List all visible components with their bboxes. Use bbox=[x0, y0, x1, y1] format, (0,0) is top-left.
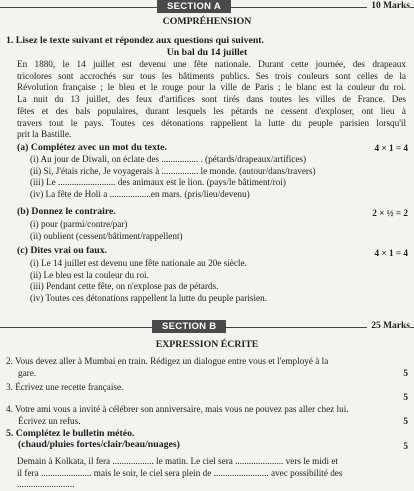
question-5 bbox=[6, 428, 180, 450]
question-4-mark: 5 bbox=[403, 416, 408, 426]
list-item: (iii) Pendant cette fête, on n'explose pas de pétards. bbox=[30, 281, 219, 292]
question-1: 1. Lisez le texte suivant et répondez aux questions qui suivent. bbox=[6, 35, 264, 46]
part-a-marks: 4 × 1 = 4 bbox=[374, 143, 408, 153]
list-item: (iv) Toutes ces détonations rappellent la lutte du peuple parisien. bbox=[30, 293, 267, 304]
part-c-marks: 4 × 1 = 4 bbox=[374, 248, 408, 258]
section-b-title: EXPRESSION ÉCRITE bbox=[155, 339, 259, 350]
list-item: (i) pour (parmi/contre/par) bbox=[30, 219, 128, 229]
passage-line: En 1880, le 14 juillet est devenu une fête nationale. Durant cette journée, des drapeaux bbox=[17, 59, 406, 69]
section-b-header bbox=[0, 320, 414, 334]
list-item: (iv) La fête de Holi a ..................en mars. (pris/lieu/devenu) bbox=[30, 189, 250, 200]
section-a-header bbox=[0, 0, 414, 14]
passage-line: tricolores sont accrochés sur tous les bâtiments publics. Ses trois couleurs sont celles de la bbox=[17, 70, 406, 81]
section-b-marks: 25 Marks bbox=[367, 320, 410, 332]
question-5-line: (chaud/pluies fortes/clair/beau/nuages) bbox=[18, 439, 180, 450]
section-b-badge: SECTION B bbox=[152, 320, 226, 333]
part-c-items bbox=[30, 258, 267, 305]
question-3-mark: 5 bbox=[403, 392, 408, 402]
weather-text bbox=[17, 456, 342, 491]
part-a-title: (a) Complétez avec un mot du texte. bbox=[17, 142, 167, 153]
passage-line: Révolution française ; le bleu et le rouge pour la ville de Paris ; le blanc est la couleur du roi. bbox=[17, 82, 406, 93]
part-c-title: (c) Dites vrai ou faux. bbox=[17, 245, 108, 256]
list-item: (ii) oublient (cessent/bâtiment/rappellent) bbox=[30, 230, 183, 241]
passage-line: La nuit du 13 juillet, des feux d'artifices sont tirés dans toutes les villes de France. Des bbox=[17, 94, 406, 105]
part-b-title: (b) Donnez le contraire. bbox=[17, 206, 116, 217]
list-item: (ii) Si, J'étais riche, Je voyagerais à ................ le monde. (autour/dans/travers) bbox=[30, 165, 316, 176]
question-4-line: Écrivez un refus. bbox=[18, 415, 81, 426]
question-3: 3. Écrivez une recette française. bbox=[6, 382, 124, 392]
section-a-badge: SECTION A bbox=[157, 0, 231, 13]
passage-line: fêtes et des bals populaires, durant lesquels les pétards ne cessent d'exploser, ont lieu à bbox=[17, 105, 406, 116]
part-b-marks: 2 × ½ = 2 bbox=[372, 208, 408, 218]
list-item: (i) Le 14 juillet est devenu une fête nationale au 20e siècle. bbox=[30, 258, 247, 268]
question-4-line: 4. Votre ami vous a invité à célébrer son anniversaire, mais vous ne pouvez pas aller chez lui. bbox=[6, 404, 349, 414]
part-b-items bbox=[30, 219, 183, 242]
passage-line: travers tout le pays. Toutes ces détonations rappellent la lutte du peuple parisien lorsqu'il bbox=[17, 117, 406, 128]
weather-line: Demain à Kolkata, il fera .................. le matin. Le ciel sera ..................... vers le midi et bbox=[17, 456, 338, 466]
section-a-title: COMPRÉHENSION bbox=[162, 16, 252, 27]
section-a-marks: 10 Marks bbox=[367, 0, 410, 12]
passage bbox=[17, 59, 406, 141]
question-2-line: 2. Vous devez aller à Mumbai en train. Rédigez un dialogue entre vous et l'employé à la bbox=[6, 356, 329, 366]
part-a-items bbox=[30, 154, 316, 201]
weather-line: il fera ...................... mais le soir, le ciel sera plein de ........................ avec possibilité des bbox=[17, 467, 343, 478]
passage-line: prit la Bastille. bbox=[17, 129, 72, 140]
list-item: (ii) Le bleu est la couleur du roi. bbox=[30, 269, 149, 280]
list-item: (iii) Le ......................... des animaux est le lion. (pays/le bâtiment/roi) bbox=[30, 177, 286, 188]
question-2 bbox=[6, 356, 328, 379]
question-2-mark: 5 bbox=[403, 368, 408, 378]
question-5-line: 5. Complétez le bulletin météo. bbox=[6, 428, 135, 439]
question-4 bbox=[6, 404, 349, 427]
question-2-line: gare. bbox=[18, 367, 37, 378]
weather-line: ......................... bbox=[17, 479, 75, 490]
text-title: Un bal du 14 juillet bbox=[166, 47, 248, 58]
list-item: (i) Au jour de Diwali, on éclate des ................ . (pétards/drapeaux/artifices) bbox=[30, 154, 307, 164]
question-5-mark: 5 bbox=[403, 441, 408, 451]
